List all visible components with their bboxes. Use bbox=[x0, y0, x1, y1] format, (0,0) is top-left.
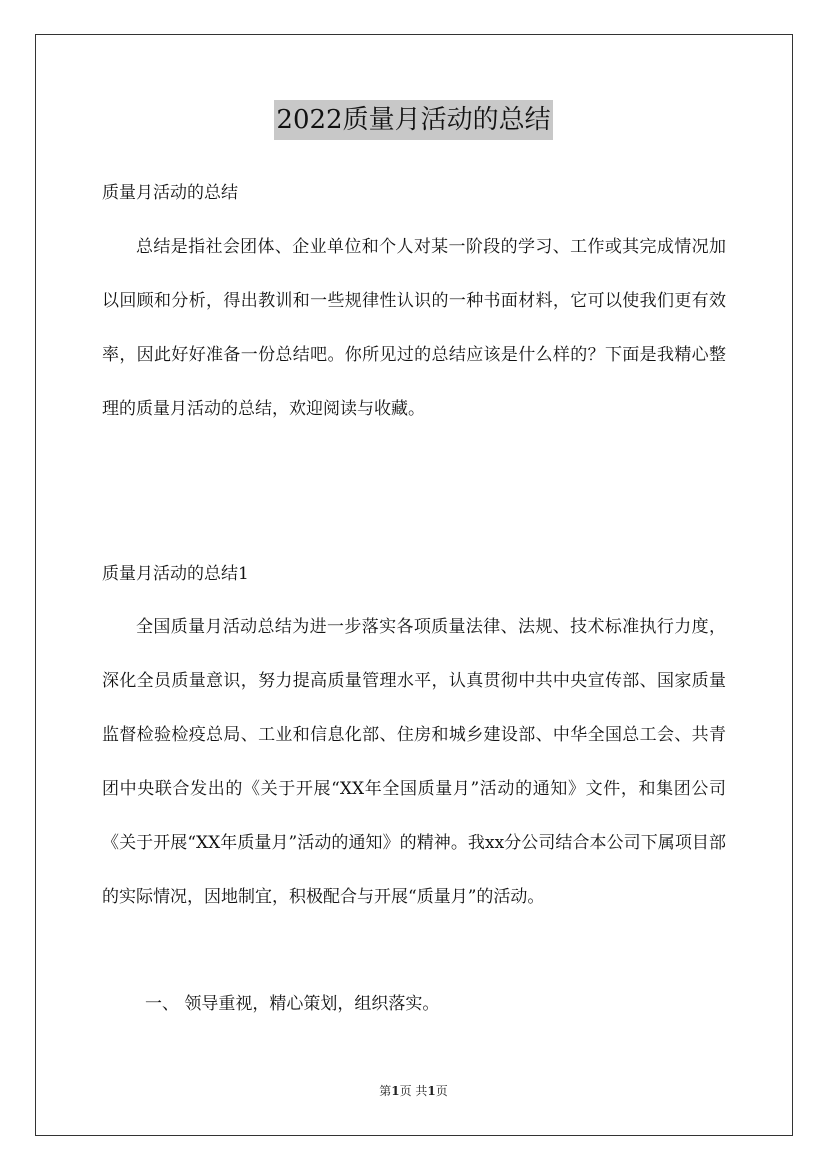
list-item-1: 一、 领导重视，精心策划，组织落实。 bbox=[145, 994, 440, 1014]
document-title-wrap bbox=[0, 100, 827, 140]
footer-page-prefix: 第 bbox=[379, 1084, 392, 1098]
intro-paragraph: 总结是指社会团体、企业单位和个人对某一阶段的学习、工作或其完成情况加以回顾和分析，得出教训和一些规律性认识的一种书面材料，它可以使我们更有效率，因此好好准备一份总结吧。你所见过的总结应该是什么样的？下面是我精心整理的质量月活动的总结，欢迎阅读与收藏。 bbox=[102, 237, 726, 419]
page-footer bbox=[0, 1083, 827, 1099]
footer-page-number: 1 bbox=[391, 1084, 400, 1098]
document-title: 2022质量月活动的总结 bbox=[274, 100, 552, 140]
footer-page-total: 1 bbox=[427, 1084, 436, 1098]
document-subtitle: 质量月活动的总结 bbox=[102, 183, 238, 203]
section-1-heading: 质量月活动的总结1 bbox=[102, 564, 249, 584]
footer-page-mid: 页 共 bbox=[399, 1084, 428, 1098]
section-1-paragraph: 全国质量月活动总结为进一步落实各项质量法律、法规、技术标准执行力度，深化全员质量意识，努力提高质量管理水平，认真贯彻中共中央宣传部、国家质量监督检验检疫总局、工业和信息化部、住房和城乡建设部、中华全国总工会、共青团中央联合发出的《关于开展“XX年全国质量月”活动的通知》文件，和集团公司《关于开展“XX年质量月”活动的通知》的精神。我xx分公司结合本公司下属项目部的实际情况，因地制宜，积极配合与开展“质量月”的活动。 bbox=[102, 617, 726, 907]
footer-page-suffix: 页 bbox=[435, 1084, 448, 1098]
